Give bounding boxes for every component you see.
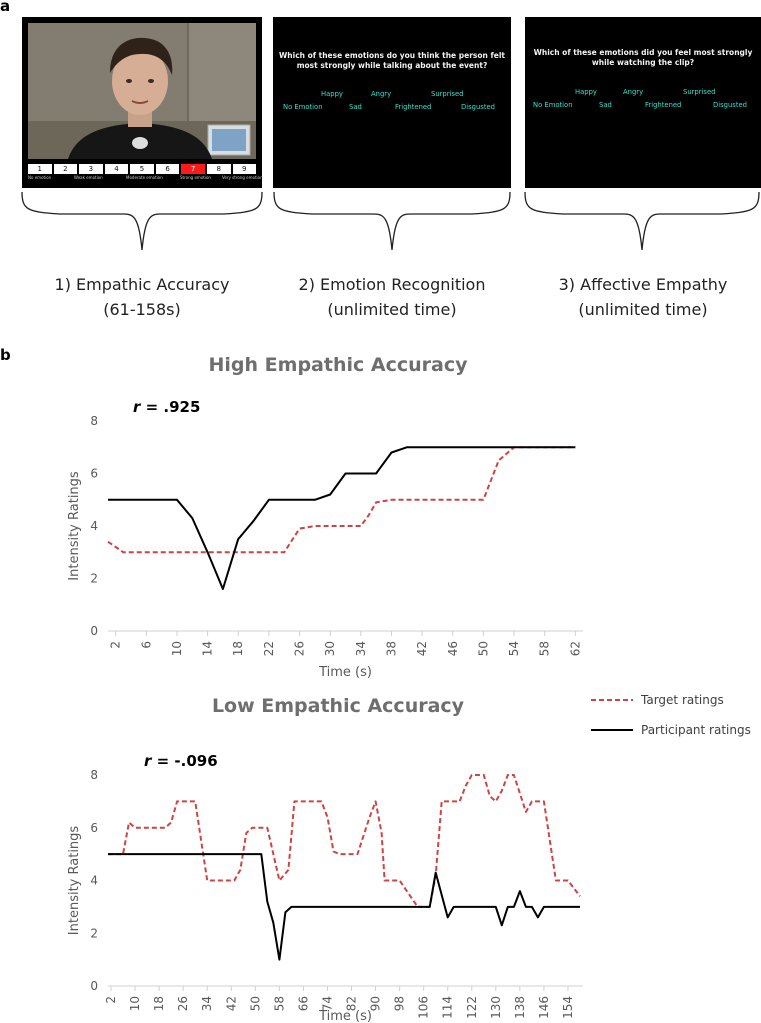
- x-tick-label: 138: [512, 996, 527, 1019]
- option-angry[interactable]: Angry: [371, 90, 392, 98]
- y-axis-label: Intensity Ratings: [67, 471, 82, 581]
- x-tick-label: 2: [108, 641, 123, 649]
- caption-line: (unlimited time): [327, 300, 457, 319]
- option-happy[interactable]: Happy: [321, 90, 343, 98]
- x-tick-label: 18: [152, 996, 167, 1012]
- x-tick-label: 62: [568, 641, 583, 657]
- y-tick-label: 8: [90, 414, 98, 428]
- scale-label-moderate: Moderate emotion: [126, 175, 163, 180]
- brace-2: [274, 192, 510, 250]
- x-tick-label: 34: [200, 996, 215, 1012]
- x-tick-label: 130: [488, 996, 503, 1019]
- x-tick-label: 50: [248, 996, 263, 1012]
- y-tick-label: 2: [90, 926, 98, 941]
- speaker-video-frame: [28, 23, 256, 159]
- x-tick-label: 154: [560, 996, 575, 1019]
- x-tick-label: 2: [104, 996, 119, 1004]
- rating-box[interactable]: 5: [130, 164, 154, 174]
- chart-legend: [585, 688, 761, 744]
- caption-empathic-accuracy: [22, 272, 262, 322]
- x-tick-label: 42: [224, 996, 239, 1012]
- option-happy[interactable]: Happy: [575, 88, 597, 96]
- option-disgusted[interactable]: Disgusted: [713, 101, 747, 109]
- speaker-illustration: [28, 23, 256, 159]
- series-participant-line: [108, 854, 580, 960]
- x-tick-label: 26: [292, 641, 307, 657]
- x-tick-label: 10: [169, 641, 184, 657]
- caption-emotion-recognition: [272, 272, 512, 322]
- x-tick-label: 74: [320, 996, 335, 1012]
- x-tick-label: 82: [344, 996, 359, 1012]
- x-tick-label: 42: [415, 641, 430, 657]
- caption-line: (61-158s): [103, 300, 181, 319]
- y-tick-label: 2: [90, 571, 98, 586]
- scale-label-strong: Strong emotion: [180, 175, 211, 180]
- y-tick-label: 4: [90, 519, 98, 533]
- rating-scale: [28, 164, 256, 174]
- rating-box[interactable]: 2: [54, 164, 78, 174]
- y-tick-label: 0: [90, 979, 98, 993]
- x-tick-label: 58: [272, 996, 287, 1012]
- x-tick-label: 46: [445, 641, 460, 657]
- empathy-question-line1: Which of these emotions did you feel most strongly: [533, 48, 753, 57]
- series-participant-line: [108, 447, 575, 589]
- y-tick-label: 6: [90, 466, 98, 481]
- rating-box[interactable]: 9: [233, 164, 257, 174]
- recognition-question-line1: Which of these emotions do you think the person felt: [279, 51, 505, 60]
- x-tick-label: 10: [128, 996, 143, 1012]
- series-target-line: [108, 775, 580, 907]
- x-tick-label: 18: [231, 641, 246, 657]
- y-tick-label: 6: [90, 820, 98, 835]
- affective-empathy-screen: [525, 17, 761, 188]
- option-disgusted[interactable]: Disgusted: [461, 103, 495, 111]
- y-tick-label: 8: [90, 768, 98, 782]
- option-angry[interactable]: Angry: [623, 88, 644, 96]
- legend-target-label: Target ratings: [641, 693, 724, 707]
- scale-label-weak: Weak emotion: [74, 175, 103, 180]
- x-tick-label: 14: [200, 641, 215, 657]
- option-no-emotion[interactable]: No Emotion: [283, 103, 323, 111]
- option-surprised[interactable]: Surprised: [683, 88, 716, 96]
- chart-title-high: High Empathic Accuracy: [208, 354, 468, 376]
- y-tick-label: 0: [90, 624, 98, 638]
- x-tick-label: 58: [537, 641, 552, 657]
- chart-title-low: Low Empathic Accuracy: [211, 695, 465, 717]
- x-tick-label: 122: [464, 996, 479, 1019]
- caption-line: 2) Emotion Recognition: [298, 275, 486, 294]
- option-sad[interactable]: Sad: [599, 101, 612, 109]
- x-tick-label: 146: [536, 996, 551, 1019]
- x-tick-label: 50: [476, 641, 491, 657]
- empathic-accuracy-screen: [22, 17, 262, 188]
- rating-box[interactable]: 1: [28, 164, 52, 174]
- rating-box[interactable]: 6: [156, 164, 180, 174]
- option-sad[interactable]: Sad: [349, 103, 362, 111]
- x-tick-label: 114: [440, 996, 455, 1019]
- scale-label-none: No emotion: [28, 175, 52, 180]
- task-braces: [0, 188, 761, 260]
- x-tick-label: 26: [176, 996, 191, 1012]
- rating-box-selected[interactable]: 7: [181, 164, 205, 174]
- x-tick-label: 6: [139, 641, 154, 649]
- x-tick-label: 90: [368, 996, 383, 1012]
- x-tick-label: 54: [507, 641, 522, 657]
- x-tick-label: 38: [384, 641, 399, 657]
- rating-box[interactable]: 8: [207, 164, 231, 174]
- recognition-question-line2: most strongly while talking about the event?: [296, 61, 488, 70]
- x-tick-label: 30: [323, 641, 338, 657]
- panel-letter-b: b: [0, 346, 11, 364]
- brace-3: [525, 192, 759, 250]
- empathy-question-line2: while watching the clip?: [591, 58, 695, 67]
- option-surprised[interactable]: Surprised: [431, 90, 464, 98]
- x-tick-label: 98: [392, 996, 407, 1012]
- scale-label-very-strong: Very strong emotion: [222, 175, 263, 180]
- x-tick-label: 34: [353, 641, 368, 657]
- brace-1: [22, 192, 262, 250]
- high-accuracy-chart: [0, 400, 600, 700]
- emotion-recognition-screen: [273, 17, 511, 188]
- r-symbol: r: [133, 398, 141, 416]
- option-frightened[interactable]: Frightened: [395, 103, 432, 111]
- low-accuracy-chart: [0, 760, 600, 1023]
- caption-line: (unlimited time): [578, 300, 708, 319]
- caption-line: 1) Empathic Accuracy: [54, 275, 230, 294]
- option-frightened[interactable]: Frightened: [645, 101, 682, 109]
- x-tick-label: 22: [261, 641, 276, 657]
- r-symbol: r: [144, 752, 152, 770]
- r-value: = -.096: [151, 752, 218, 770]
- y-tick-label: 4: [90, 873, 98, 888]
- x-axis-label: Time (s): [319, 1009, 372, 1023]
- rating-box[interactable]: 4: [105, 164, 129, 174]
- caption-affective-empathy: [523, 272, 761, 322]
- rating-scale-labels: [28, 175, 263, 183]
- panel-letter-a: a: [0, 0, 11, 15]
- legend-participant-label: Participant ratings: [641, 723, 751, 737]
- caption-line: 3) Affective Empathy: [558, 275, 728, 294]
- r-value: = .925: [140, 398, 201, 416]
- x-tick-label: 66: [296, 996, 311, 1012]
- x-axis-label: Time (s): [319, 665, 372, 680]
- option-no-emotion[interactable]: No Emotion: [533, 101, 573, 109]
- rating-box[interactable]: 3: [79, 164, 103, 174]
- y-axis-label: Intensity Ratings: [67, 825, 82, 936]
- x-tick-label: 106: [416, 996, 431, 1019]
